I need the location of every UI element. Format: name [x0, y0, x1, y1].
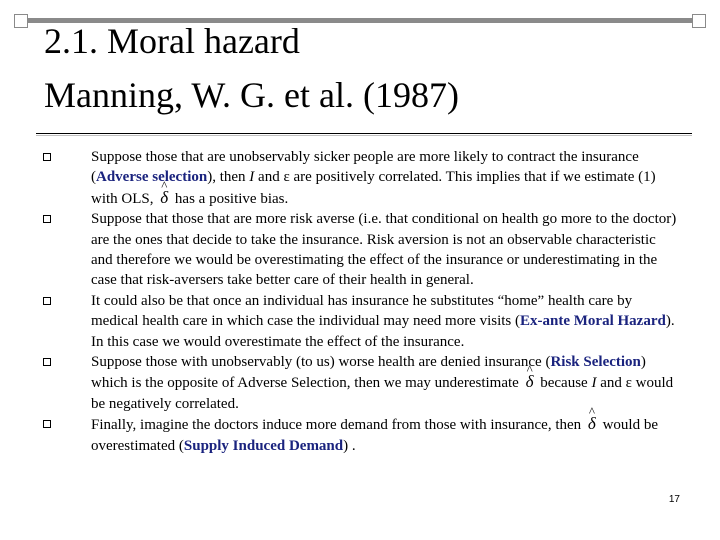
variable-i: I: [249, 169, 255, 186]
bullet-text: because: [536, 375, 592, 392]
page-number: 17: [668, 494, 680, 505]
corner-box-right: [692, 14, 706, 28]
bullet-text: ). In this case we would overestimate the effect of the insurance.: [91, 313, 675, 350]
bullet-ex-ante-moral-hazard: [40, 291, 680, 352]
square-bullet-icon: [43, 420, 51, 428]
term-risk-selection: Risk Selection: [550, 354, 641, 371]
term-ex-ante-moral-hazard: Ex-ante Moral Hazard: [520, 313, 666, 330]
bullet-supply-induced-demand: [40, 414, 680, 456]
bullet-adverse-selection: [40, 147, 680, 209]
title-underline: [36, 133, 692, 134]
square-bullet-icon: [43, 215, 51, 223]
bullet-text: Finally, imagine the doctors induce more demand from those with insurance, then: [91, 417, 585, 434]
delta-hat-symbol: ^ δ: [157, 188, 171, 208]
corner-box-left: [14, 14, 28, 28]
bullet-risk-aversion: [40, 209, 680, 291]
bullet-text: It could also be that once an individual has insurance he substitutes “home” health care by medical health care in which case the individual may need more visits (: [91, 292, 633, 330]
bullet-text: Suppose those with unobservably (to us) worse health are denied insurance (: [91, 354, 551, 371]
top-decorative-rule: [28, 18, 692, 23]
bullet-text: Suppose that those that are more risk averse (i.e. that conditional on health go more to the doctor) are the ones that decide to take the insurance. Risk aversion is not an observable characteristic and therefore we would be overestimating the effect of the insurance or underestimating in the case that risk-aversers take better care of their health in general.: [91, 211, 677, 289]
bullet-text: has a positive bias.: [171, 190, 289, 207]
bullet-text: would be overestimated (: [91, 417, 658, 454]
delta-hat-symbol: ^ δ: [523, 372, 537, 392]
slide-title: [44, 28, 684, 122]
square-bullet-icon: [43, 358, 51, 366]
bullet-text: ), then: [207, 169, 250, 186]
term-adverse-selection: Adverse selection: [96, 169, 208, 186]
bullet-text: ) which is the opposite of Adverse Selection, then we may underestimate: [91, 354, 646, 392]
square-bullet-icon: [43, 297, 51, 305]
bullet-text: ) .: [343, 437, 356, 454]
bullet-risk-selection: [40, 352, 680, 414]
square-bullet-icon: [43, 153, 51, 161]
delta-hat-symbol: ^ δ: [585, 414, 599, 434]
variable-i: I: [591, 375, 597, 392]
bullet-list: [40, 147, 680, 456]
bullet-text: and ε would be negatively correlated.: [91, 375, 674, 412]
bullet-text: Suppose those that are unobservably sicker people are more likely to contract the insurance (: [91, 149, 639, 186]
title-line-1: 2.1. Moral hazard: [44, 28, 300, 61]
term-supply-induced-demand: Supply Induced Demand: [183, 437, 344, 454]
title-underline-shadow: [36, 135, 692, 136]
bullet-text: and ε are positively correlated. This implies that if we estimate (1) with OLS,: [91, 169, 656, 207]
title-line-2: Manning, W. G. et al. (1987): [44, 75, 459, 115]
